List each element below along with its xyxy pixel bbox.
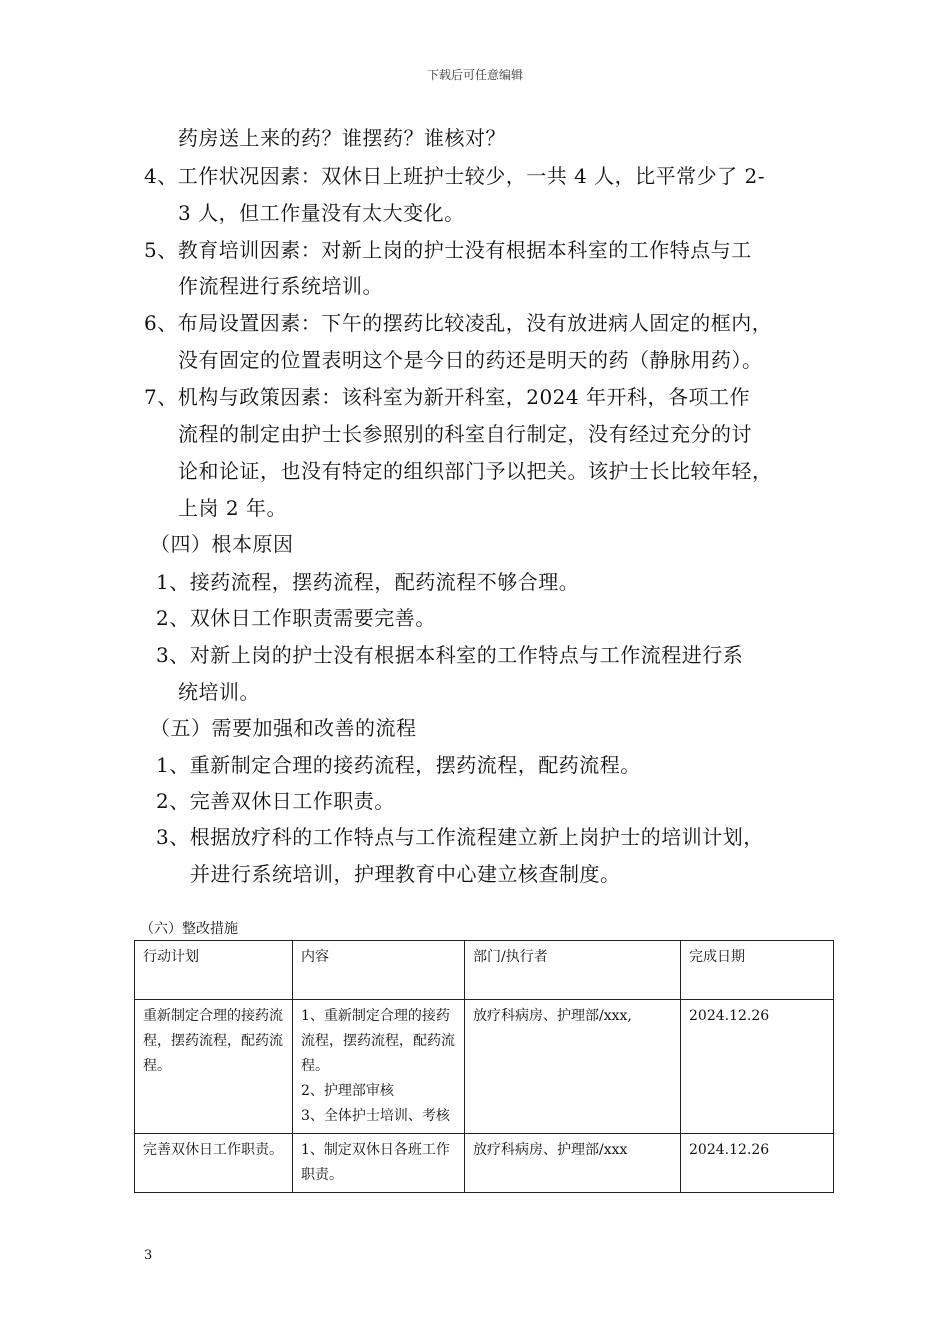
table-row [135, 1000, 834, 1134]
body-line: 药房送上来的药？谁摆药？谁核对？ [178, 126, 506, 150]
body-line: 流程的制定由护士长参照别的科室自行制定，没有经过充分的讨 [178, 422, 752, 446]
table-header-row [135, 941, 834, 1000]
cell-date: 2024.12.26 [681, 1134, 834, 1193]
header-completion-date: 完成日期 [681, 941, 834, 1000]
list-item-6: 6、布局设置因素：下午的摆药比较凌乱，没有放进病人固定的框内， [144, 311, 773, 335]
header-action-plan: 行动计划 [135, 941, 293, 1000]
cell-plan: 重新制定合理的接药流程，摆药流程，配药流程。 [135, 1000, 293, 1134]
body-line: 作流程进行系统培训。 [178, 274, 383, 298]
table-caption: （六）整改措施 [140, 921, 238, 937]
body-line: 没有固定的位置表明这个是今日的药还是明天的药（静脉用药）。 [178, 348, 763, 372]
body-line: 上岗 2 年。 [178, 496, 287, 520]
list-item: 1、重新制定合理的接药流程，摆药流程，配药流程。 [156, 753, 641, 777]
header-content: 内容 [293, 941, 465, 1000]
page-header-note: 下载后可任意编辑 [426, 68, 523, 82]
cell-content [293, 1000, 465, 1134]
body-line: 论和论证，也没有特定的组织部门予以把关。该护士长比较年轻， [178, 459, 773, 483]
body-line: 并进行系统培训，护理教育中心建立核查制度。 [190, 862, 621, 886]
list-item-7: 7、机构与政策因素：该科室为新开科室，2024 年开科，各项工作 [144, 385, 750, 409]
list-item-5: 5、教育培训因素：对新上岗的护士没有根据本科室的工作特点与工 [144, 238, 752, 262]
list-item-4: 4、工作状况因素：双休日上班护士较少，一共 4 人，比平常少了 2- [144, 164, 766, 188]
body-line: 统培训。 [178, 680, 260, 704]
content-item: 1、重新制定合理的接药流程，摆药流程，配药流程。 [301, 1008, 455, 1074]
table-row [135, 1134, 834, 1193]
header-department: 部门/执行者 [465, 941, 681, 1000]
cell-date: 2024.12.26 [681, 1000, 834, 1134]
cell-content [293, 1134, 465, 1193]
body-line: 3 人，但工作量没有太大变化。 [178, 201, 465, 225]
list-item: 3、根据放疗科的工作特点与工作流程建立新上岗护士的培训计划， [156, 825, 764, 849]
list-item: 2、双休日工作职责需要完善。 [156, 606, 436, 630]
cell-department: 放疗科病房、护理部/xxx, [465, 1000, 681, 1134]
cell-department: 放疗科病房、护理部/xxx [465, 1134, 681, 1193]
rectification-table [134, 940, 834, 1193]
list-item: 3、对新上岗的护士没有根据本科室的工作特点与工作流程进行系 [156, 643, 744, 667]
content-item: 3、全体护士培训、考核 [301, 1108, 450, 1124]
section-heading-5: （五）需要加强和改善的流程 [150, 716, 417, 740]
cell-plan: 完善双休日工作职责。 [135, 1134, 293, 1193]
page-number: 3 [144, 1248, 153, 1263]
list-item: 1、接药流程，摆药流程，配药流程不够合理。 [156, 570, 580, 594]
list-item: 2、完善双休日工作职责。 [156, 789, 395, 813]
content-item: 2、护理部审核 [301, 1083, 394, 1099]
content-item: 1、制定双休日各班工作职责。 [301, 1142, 450, 1183]
section-heading-4: （四）根本原因 [150, 532, 294, 556]
